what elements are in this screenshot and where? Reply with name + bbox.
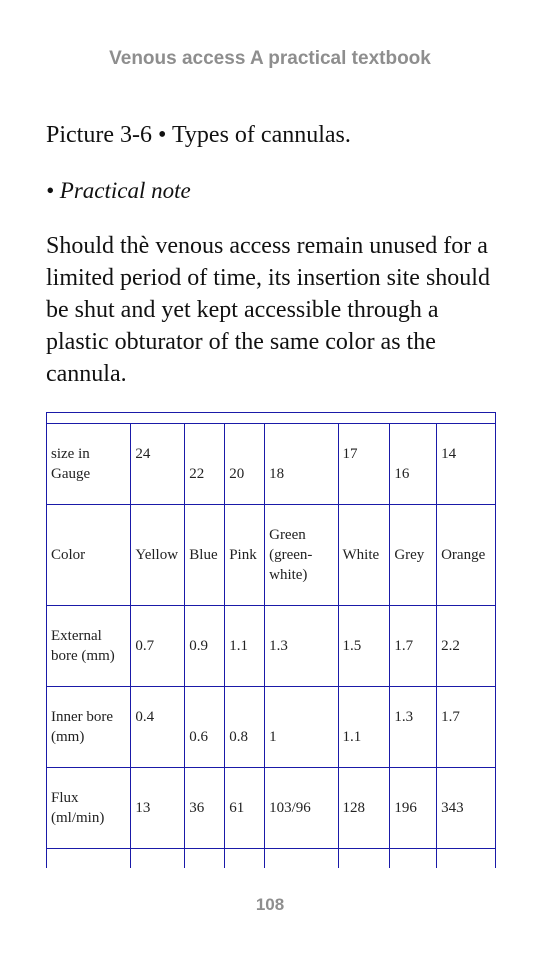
table-cell: 1.1 xyxy=(338,687,390,768)
table-cell: 103/96 xyxy=(265,768,338,849)
table-row-continued xyxy=(47,849,496,869)
table-cell: Green (green-white) xyxy=(265,505,338,606)
table-cell: 1.5 xyxy=(338,606,390,687)
table-cell: 128 xyxy=(338,768,390,849)
table-cell: 1.7 xyxy=(390,606,437,687)
table-cell xyxy=(265,849,338,869)
table-cell: Orange xyxy=(437,505,496,606)
row-label-color: Color xyxy=(47,505,131,606)
table-cell: 13 xyxy=(131,768,185,849)
table-cell: 0.4 xyxy=(131,687,185,768)
table-top-strip xyxy=(47,413,496,424)
table-cell: 24 xyxy=(131,424,185,505)
table-cell: 61 xyxy=(225,768,265,849)
table-cell xyxy=(185,849,225,869)
table-cell: Yellow xyxy=(131,505,185,606)
practical-note-paragraph: Should thè venous access remain unused for a limited period of time, its insertion site should be shut and yet kept accessible through a plastic obturator of the same color as the cannula. xyxy=(46,233,490,387)
cannula-table-container xyxy=(46,412,496,868)
table-cell xyxy=(131,849,185,869)
table-cell: White xyxy=(338,505,390,606)
cannula-table xyxy=(46,412,496,868)
page-number: 108 xyxy=(255,895,285,914)
table-cell: 1.3 xyxy=(390,687,437,768)
table-row-color xyxy=(47,505,496,606)
book-title: Venous access A practical textbook xyxy=(109,48,431,69)
table-cell: 14 xyxy=(437,424,496,505)
table-cell: 1.3 xyxy=(265,606,338,687)
table-cell: 0.7 xyxy=(131,606,185,687)
table-cell: 36 xyxy=(185,768,225,849)
row-label-inner-bore: Inner bore (mm) xyxy=(47,687,131,768)
table-cell: 16 xyxy=(390,424,437,505)
table-cell: Grey xyxy=(390,505,437,606)
table-cell: 1.1 xyxy=(225,606,265,687)
practical-note-heading: • Practical note xyxy=(46,178,191,203)
row-label-external-bore: External bore (mm) xyxy=(47,606,131,687)
figure-caption: Picture 3-6 • Types of cannulas. xyxy=(46,122,351,148)
table-cell: 17 xyxy=(338,424,390,505)
table-cell: 0.6 xyxy=(185,687,225,768)
table-cell: 1.7 xyxy=(437,687,496,768)
table-cell: 0.8 xyxy=(225,687,265,768)
table-row-external-bore xyxy=(47,606,496,687)
table-cell xyxy=(225,849,265,869)
table-cell: 1 xyxy=(265,687,338,768)
row-label-flux: Flux (ml/min) xyxy=(47,768,131,849)
table-cell: 343 xyxy=(437,768,496,849)
table-row-inner-bore xyxy=(47,687,496,768)
table-cell: Pink xyxy=(225,505,265,606)
table-cell: 18 xyxy=(265,424,338,505)
row-label-size: size in Gauge xyxy=(47,424,131,505)
table-cell: 22 xyxy=(185,424,225,505)
table-cell xyxy=(338,849,390,869)
table-cell: 0.9 xyxy=(185,606,225,687)
table-cell xyxy=(390,849,437,869)
table-cell: 20 xyxy=(225,424,265,505)
table-cell xyxy=(437,849,496,869)
table-row-flux xyxy=(47,768,496,849)
table-cell xyxy=(47,849,131,869)
table-cell: 196 xyxy=(390,768,437,849)
table-row-size xyxy=(47,424,496,505)
table-cell: 2.2 xyxy=(437,606,496,687)
table-cell: Blue xyxy=(185,505,225,606)
